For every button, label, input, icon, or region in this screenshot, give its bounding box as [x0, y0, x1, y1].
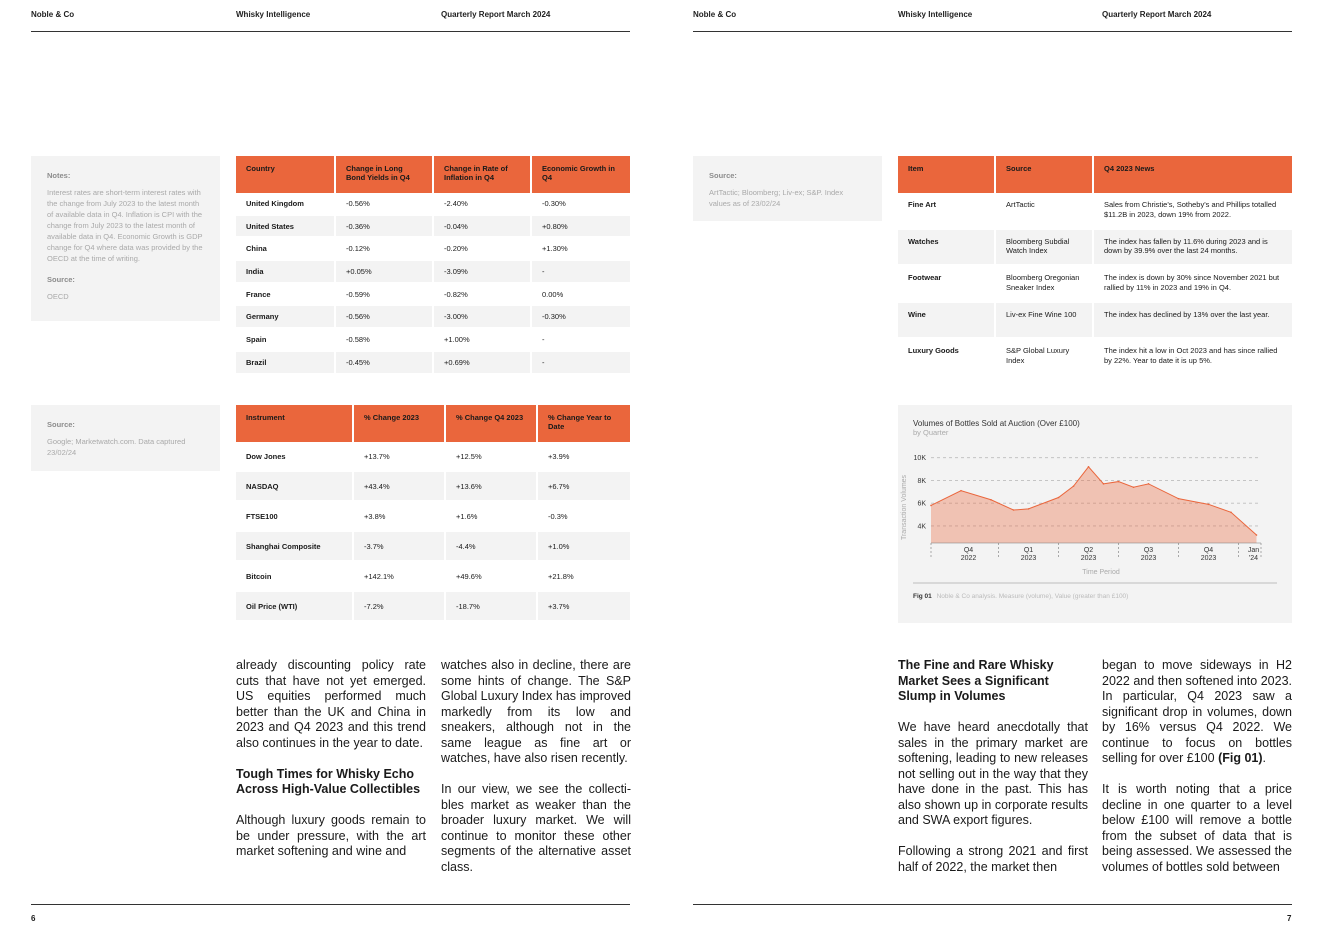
- table-cell: -0.3%: [538, 502, 630, 532]
- row-label-cell: France: [236, 284, 336, 307]
- data-point: [1230, 511, 1232, 513]
- y-tick-label: 8K: [917, 477, 926, 485]
- table-row: [236, 193, 630, 216]
- table-row: [236, 592, 630, 622]
- source-box: [693, 156, 882, 221]
- body-paragraph: already discounting policy rate cuts that have not yet emerged. US equities performed much better than the UK and China in 2023 and Q4 2023 and this trend also continues in the year to date.: [236, 658, 426, 750]
- data-point: [1256, 534, 1258, 536]
- table-cell: -0.36%: [336, 216, 434, 239]
- table-row: [236, 502, 630, 532]
- table-cell: +21.8%: [538, 562, 630, 592]
- table-cell: +0.69%: [434, 352, 532, 375]
- table-row: [898, 339, 1292, 376]
- data-point: [1058, 497, 1060, 499]
- table-row: [236, 532, 630, 562]
- row-label-cell: Oil Price (WTI): [236, 592, 354, 622]
- table-cell: -3.00%: [434, 306, 532, 329]
- row-label-cell: Spain: [236, 329, 336, 352]
- source-box: [31, 405, 220, 471]
- notes-label: Notes:: [47, 171, 71, 180]
- body-text: began to move sideways in H2 2022 and then softened into 2023. In particular, Q4 2023 saw a significant drop in volumes, down by 16% versus Q4 2022. We continue to focus on bottles selling for over £100: [1102, 658, 1292, 765]
- chart-plot: [898, 405, 1292, 623]
- body-column-2: [1102, 658, 1292, 891]
- table-cell: +0.80%: [532, 216, 630, 239]
- table-header: % Change 2023: [354, 405, 446, 442]
- section-heading: Tough Times for Whisky Echo Across High-Value Collectibles: [236, 766, 421, 796]
- table-cell: The index is down by 30% since November 2021 but rallied by 11% in 2023 and 19% in Q4.: [1094, 266, 1292, 303]
- table-cell: Sales from Christie's, Sotheby's and Phillips totalled $11.2B in 2023, down 19% from 2022.: [1094, 193, 1292, 230]
- table-cell: +1.00%: [434, 329, 532, 352]
- table-cell: The index hit a low in Oct 2023 and has since rallied by 22%. Year to date it is up 5%.: [1094, 339, 1292, 376]
- header-divider: [31, 31, 630, 32]
- table-cell: -7.2%: [354, 592, 446, 622]
- data-point: [1028, 508, 1030, 510]
- table-cell: +43.4%: [354, 472, 446, 502]
- table-cell: The index has fallen by 11.6% during 2023 and is down by 39.9% over the last 24 months.: [1094, 230, 1292, 267]
- table-row: [236, 306, 630, 329]
- data-point: [930, 505, 932, 507]
- header-publication: Whisky Intelligence: [898, 10, 973, 19]
- data-point: [1013, 509, 1015, 511]
- row-label-cell: United Kingdom: [236, 193, 336, 216]
- x-tick-label: 2023: [1200, 555, 1217, 562]
- page-number: 6: [31, 914, 36, 923]
- table-cell: -3.7%: [354, 532, 446, 562]
- row-label-cell: Footwear: [898, 266, 996, 303]
- table-cell: +1.30%: [532, 238, 630, 261]
- data-point: [1118, 481, 1120, 483]
- table-cell: +0.05%: [336, 261, 434, 284]
- x-tick-label: 2023: [1080, 555, 1097, 562]
- left-page: [0, 0, 660, 936]
- table-cell: -4.4%: [446, 532, 538, 562]
- table-header: Economic Growth in Q4: [532, 156, 630, 193]
- table-cell: +142.1%: [354, 562, 446, 592]
- table-header: Change in Rate of Inflation in Q4: [434, 156, 532, 193]
- table-cell: +1.6%: [446, 502, 538, 532]
- row-label-cell: Dow Jones: [236, 442, 354, 472]
- table-cell: -0.04%: [434, 216, 532, 239]
- footer-divider: [31, 904, 630, 905]
- x-tick-label: Q1: [1023, 547, 1034, 554]
- row-label-cell: India: [236, 261, 336, 284]
- table-header: % Change Q4 2023: [446, 405, 538, 442]
- data-point: [1148, 483, 1150, 485]
- notes-source-label: Source:: [47, 275, 75, 284]
- section-heading: The Fine and Rare Whisky Market Sees a Significant Slump in Volumes: [898, 658, 1054, 703]
- x-tick-label: Q4: [963, 547, 974, 554]
- data-point: [1073, 485, 1075, 487]
- table-row: [236, 352, 630, 375]
- table-cell: The index has declined by 13% over the last year.: [1094, 303, 1292, 340]
- x-tick-label: Jan: [1247, 547, 1260, 554]
- table-header: Change in Long Bond Yields in Q4: [336, 156, 434, 193]
- data-point: [1088, 466, 1090, 468]
- table-cell: +3.7%: [538, 592, 630, 622]
- x-tick-label: 2023: [1020, 555, 1037, 562]
- source-label: Source:: [709, 171, 737, 180]
- table-row: [236, 261, 630, 284]
- notes-source-text: OECD: [47, 292, 69, 301]
- table-cell: -18.7%: [446, 592, 538, 622]
- source-text: ArtTactic; Bloomberg; Liv-ex; S&P. Index values as of 23/02/24: [709, 188, 844, 208]
- row-label-cell: Shanghai Composite: [236, 532, 354, 562]
- table-row: [898, 193, 1292, 230]
- table-row: [236, 329, 630, 352]
- table-cell: -3.09%: [434, 261, 532, 284]
- row-label-cell: FTSE100: [236, 502, 354, 532]
- data-point: [1208, 504, 1210, 506]
- table-cell: -0.56%: [336, 306, 434, 329]
- table-cell: -0.20%: [434, 238, 532, 261]
- body-column-2: [441, 658, 631, 891]
- collectibles-news-table: [898, 156, 1292, 376]
- body-paragraph: It is worth noting that a price decline in one quarter to a level below £100 will remove a bottle from the subset of data that is being assessed. We assessed the volumes of bottles sold between: [1102, 782, 1292, 874]
- footer-divider: [693, 904, 1292, 905]
- table-row: [236, 442, 630, 472]
- x-tick-label: 2023: [1140, 555, 1157, 562]
- y-axis-title: Transaction Volumes: [901, 474, 908, 541]
- right-page: [661, 0, 1323, 936]
- body-paragraph: watches also in decline, there are some hints of change. The S&P Global Luxury Index has improved markedly from its low and sneakers, although not in the same league as fine art or watches, have also risen recently.: [441, 658, 631, 765]
- header-company: Noble & Co: [31, 10, 75, 19]
- body-column-1: [898, 658, 1088, 891]
- header-report: Quarterly Report March 2024: [1102, 10, 1212, 19]
- table-cell: ArtTactic: [996, 193, 1094, 230]
- table-cell: +1.0%: [538, 532, 630, 562]
- table-header: Item: [898, 156, 996, 193]
- table-cell: -0.12%: [336, 238, 434, 261]
- table-header: % Change Year to Date: [538, 405, 630, 442]
- table-cell: -0.58%: [336, 329, 434, 352]
- table-row: [898, 266, 1292, 303]
- table-cell: Bloomberg Subdial Watch Index: [996, 230, 1094, 267]
- row-label-cell: Fine Art: [898, 193, 996, 230]
- data-point: [1103, 483, 1105, 485]
- y-tick-label: 10K: [913, 455, 926, 463]
- series-area: [931, 467, 1257, 543]
- table-cell: 0.00%: [532, 284, 630, 307]
- header-divider: [693, 31, 1292, 32]
- table-cell: +12.5%: [446, 442, 538, 472]
- table-cell: Bloomberg Oregonian Sneaker Index: [996, 266, 1094, 303]
- row-label-cell: China: [236, 238, 336, 261]
- row-label-cell: United States: [236, 216, 336, 239]
- y-tick-label: 4K: [917, 523, 926, 531]
- row-label-cell: Germany: [236, 306, 336, 329]
- header-publication: Whisky Intelligence: [236, 10, 311, 19]
- table-cell: -0.30%: [532, 193, 630, 216]
- header-company: Noble & Co: [693, 10, 737, 19]
- table-cell: -: [532, 261, 630, 284]
- table-header: Source: [996, 156, 1094, 193]
- notes-box: [31, 156, 220, 321]
- x-tick-label: '24: [1248, 555, 1259, 562]
- figure-reference: (Fig 01): [1218, 751, 1263, 765]
- x-tick-label: Q3: [1143, 547, 1154, 554]
- body-paragraph: [1102, 658, 1292, 767]
- data-point: [1178, 498, 1180, 500]
- x-tick-label: Q2: [1083, 547, 1094, 554]
- table-row: [236, 284, 630, 307]
- row-label-cell: Luxury Goods: [898, 339, 996, 376]
- instrument-performance-table: [236, 405, 630, 622]
- row-label-cell: Watches: [898, 230, 996, 267]
- source-text: Google; Marketwatch.com. Data captured 23/02/24: [47, 437, 186, 457]
- table-cell: +13.6%: [446, 472, 538, 502]
- table-cell: +13.7%: [354, 442, 446, 472]
- body-paragraph: In our view, we see the collecti-bles market as weaker than the broader luxury market. We will continue to monitor these other segments of the alternative asset class.: [441, 782, 631, 874]
- table-cell: -0.82%: [434, 284, 532, 307]
- table-cell: -0.45%: [336, 352, 434, 375]
- body-text: .: [1262, 751, 1266, 765]
- figure-caption-text: Noble & Co analysis. Measure (volume), Value (greater than £100): [936, 593, 1129, 600]
- table-cell: +3.8%: [354, 502, 446, 532]
- table-row: [236, 562, 630, 592]
- chart-subtitle: by Quarter: [913, 428, 949, 437]
- figure-caption: [913, 593, 1128, 600]
- notes-text: Interest rates are short-term interest rates with the change from July 2023 to the latest month of available data in Q4. Inflation is CPI with the change from July 2023 to the latest month of available data in Q4. Economic Growth is GDP change for Q4 where data was provided by the OECD at the time of writing.: [47, 188, 203, 263]
- table-cell: +49.6%: [446, 562, 538, 592]
- table-cell: Liv-ex Fine Wine 100: [996, 303, 1094, 340]
- table-cell: +3.9%: [538, 442, 630, 472]
- x-axis-title: Time Period: [1082, 569, 1120, 576]
- table-header: Q4 2023 News: [1094, 156, 1292, 193]
- row-label-cell: Wine: [898, 303, 996, 340]
- table-cell: -0.30%: [532, 306, 630, 329]
- body-column-1: [236, 658, 426, 875]
- header-report: Quarterly Report March 2024: [441, 10, 551, 19]
- table-row: [898, 303, 1292, 340]
- macro-indicators-table: [236, 156, 630, 375]
- table-cell: +6.7%: [538, 472, 630, 502]
- chart-title: Volumes of Bottles Sold at Auction (Over £100): [913, 419, 1080, 428]
- row-label-cell: Bitcoin: [236, 562, 354, 592]
- x-tick-label: Q4: [1203, 547, 1214, 554]
- y-tick-label: 6K: [917, 500, 926, 508]
- table-cell: -: [532, 329, 630, 352]
- table-cell: -0.56%: [336, 193, 434, 216]
- table-header: Country: [236, 156, 336, 193]
- table-cell: -0.59%: [336, 284, 434, 307]
- data-point: [1133, 486, 1135, 488]
- table-cell: S&P Global Luxury Index: [996, 339, 1094, 376]
- figure-label: Fig 01: [913, 593, 932, 600]
- page-number: 7: [1287, 914, 1292, 923]
- table-row: [236, 216, 630, 239]
- table-row: [236, 238, 630, 261]
- source-label: Source:: [47, 420, 75, 429]
- table-cell: -2.40%: [434, 193, 532, 216]
- body-paragraph: Following a strong 2021 and first half of 2022, the market then: [898, 844, 1088, 874]
- table-row: [898, 230, 1292, 267]
- row-label-cell: NASDAQ: [236, 472, 354, 502]
- table-row: [236, 472, 630, 502]
- data-point: [990, 499, 992, 501]
- body-paragraph: Although luxury goods remain to be under pressure, with the art market softening and wine and: [236, 813, 426, 858]
- auction-volume-chart: [898, 405, 1292, 623]
- data-point: [960, 490, 962, 492]
- table-cell: -: [532, 352, 630, 375]
- body-paragraph: We have heard anecdotally that sales in the primary market are softening, leading to new releases not selling out in the way that they have done in the past. This has also shown up in corporate results and SWA export figures.: [898, 720, 1088, 827]
- x-tick-label: 2022: [960, 555, 977, 562]
- table-header: Instrument: [236, 405, 354, 442]
- row-label-cell: Brazil: [236, 352, 336, 375]
